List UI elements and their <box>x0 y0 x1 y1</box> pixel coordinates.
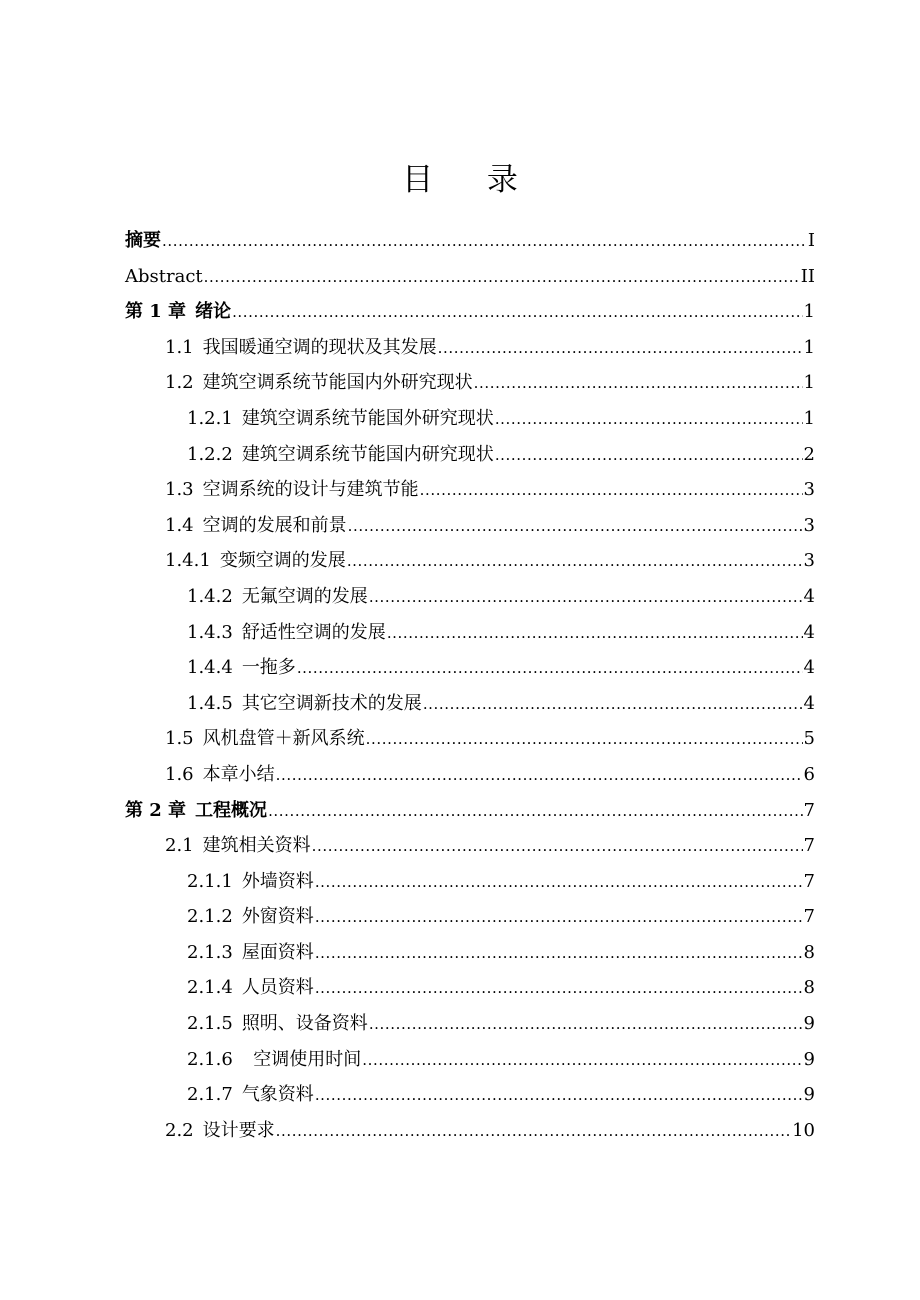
toc-entry-number: 第 2 章 <box>125 799 187 821</box>
toc-entry[interactable] <box>125 1006 815 1042</box>
toc-entry-title <box>125 259 203 295</box>
toc-page-number: 1 <box>803 372 815 394</box>
toc-page-number: 7 <box>803 870 815 892</box>
toc-dot-leader <box>369 1007 803 1043</box>
toc-dot-leader <box>423 687 803 723</box>
toc-entry-label: 建筑相关资料 <box>202 835 311 857</box>
toc-entry-title <box>165 828 311 864</box>
toc-entry-number: 1.4.4 <box>187 657 233 679</box>
toc-page-number: 5 <box>803 728 815 750</box>
toc-entry-label: 外窗资料 <box>241 906 314 928</box>
toc-dot-leader <box>315 1078 803 1114</box>
toc-entry-number: 2.1.3 <box>187 941 233 963</box>
toc-entry[interactable] <box>125 294 815 330</box>
toc-dot-leader <box>312 829 803 865</box>
toc-entry-title <box>165 365 473 401</box>
toc-entry-number: 2.1.2 <box>187 906 233 928</box>
toc-dot-leader <box>369 580 803 616</box>
toc-entry-title <box>165 1113 275 1149</box>
toc-entry-title <box>187 615 386 651</box>
toc-dot-leader <box>495 438 803 474</box>
toc-dot-leader <box>362 1043 802 1079</box>
toc-entry-label: 绪论 <box>195 301 232 323</box>
toc-entry-number: 1.4.1 <box>165 550 211 572</box>
toc-entry-label: 建筑空调系统节能国内外研究现状 <box>202 372 473 394</box>
toc-entry[interactable] <box>125 437 815 473</box>
toc-entry-number: 2.1.4 <box>187 977 233 999</box>
toc-entry-label: 一拖多 <box>241 657 296 679</box>
toc-entry-title <box>187 437 494 473</box>
toc-entry[interactable] <box>125 793 815 829</box>
toc-entry-title <box>187 899 314 935</box>
toc-entry-title <box>187 579 368 615</box>
toc-entry[interactable] <box>125 330 815 366</box>
toc-page-number: I <box>807 230 815 251</box>
toc-entry-title <box>187 970 314 1006</box>
toc-page-number: 6 <box>803 763 815 785</box>
toc-entry-number: 1.2.2 <box>187 443 233 465</box>
toc-entry[interactable] <box>125 686 815 722</box>
toc-list <box>125 223 815 1148</box>
toc-entry[interactable] <box>125 970 815 1006</box>
toc-page-number: 3 <box>803 479 815 501</box>
toc-page-number: 1 <box>803 301 815 323</box>
toc-dot-leader <box>232 295 802 331</box>
toc-page-number: 2 <box>803 443 815 465</box>
toc-entry-label: 照明、设备资料 <box>241 1013 368 1035</box>
toc-entry-label: 舒适性空调的发展 <box>241 621 386 643</box>
toc-entry[interactable] <box>125 721 815 757</box>
toc-page-number: 9 <box>803 1048 815 1070</box>
toc-entry-number: 1.3 <box>165 479 194 501</box>
toc-entry-title <box>165 472 419 508</box>
toc-entry-title <box>187 686 422 722</box>
toc-entry-number: 2.1 <box>165 835 194 857</box>
toc-dot-leader <box>276 758 803 794</box>
toc-page-number: 8 <box>803 977 815 999</box>
toc-entry-number: 1.4.5 <box>187 692 233 714</box>
toc-entry[interactable] <box>125 472 815 508</box>
toc-entry-number: 1.4 <box>165 514 194 536</box>
toc-dot-leader <box>162 224 807 260</box>
toc-entry-label: 人员资料 <box>241 977 314 999</box>
toc-entry-title <box>187 1042 361 1078</box>
toc-page-number: 9 <box>803 1084 815 1106</box>
toc-entry-label: 空调使用时间 <box>241 1048 362 1070</box>
toc-dot-leader <box>420 473 803 509</box>
toc-entry-number: 2.1.5 <box>187 1013 233 1035</box>
toc-page-number: 4 <box>803 621 815 643</box>
toc-entry-number: 2.1.7 <box>187 1084 233 1106</box>
toc-entry-label: 摘要 <box>125 230 161 251</box>
toc-entry-number: 1.4.2 <box>187 585 233 607</box>
toc-entry-label: Abstract <box>125 265 203 287</box>
toc-dot-leader <box>315 936 803 972</box>
toc-entry-title <box>165 508 347 544</box>
toc-entry-label: 工程概况 <box>195 799 268 821</box>
toc-entry-number: 1.6 <box>165 763 194 785</box>
toc-dot-leader <box>297 651 803 687</box>
toc-page-number: 7 <box>803 799 815 821</box>
toc-entry-label: 气象资料 <box>241 1084 314 1106</box>
toc-entry[interactable] <box>125 259 815 295</box>
toc-entry-title <box>125 294 231 330</box>
toc-entry-label: 我国暖通空调的现状及其发展 <box>202 336 437 358</box>
toc-entry-label: 设计要求 <box>202 1119 275 1141</box>
toc-page-number: II <box>800 265 815 287</box>
toc-entry-number: 1.2.1 <box>187 407 233 429</box>
toc-entry-title <box>165 721 365 757</box>
toc-entry-label: 屋面资料 <box>241 941 314 963</box>
toc-dot-leader <box>315 971 803 1007</box>
toc-entry[interactable] <box>125 365 815 401</box>
toc-dot-leader <box>268 794 802 830</box>
toc-entry[interactable] <box>125 401 815 437</box>
toc-page-number: 7 <box>803 835 815 857</box>
toc-entry[interactable] <box>125 899 815 935</box>
toc-dot-leader <box>204 260 800 296</box>
toc-entry-number: 2.2 <box>165 1119 194 1141</box>
toc-dot-leader <box>315 865 803 901</box>
toc-entry-label: 建筑空调系统节能国外研究现状 <box>241 407 494 429</box>
toc-entry[interactable] <box>125 935 815 971</box>
toc-dot-leader <box>495 402 803 438</box>
toc-page-number: 7 <box>803 906 815 928</box>
toc-entry[interactable] <box>125 757 815 793</box>
toc-page-number: 1 <box>803 336 815 358</box>
toc-entry[interactable] <box>125 1077 815 1113</box>
toc-entry[interactable] <box>125 1113 815 1149</box>
toc-entry-label: 变频空调的发展 <box>219 550 346 572</box>
toc-entry[interactable] <box>125 828 815 864</box>
toc-entry-label: 空调的发展和前景 <box>202 514 347 536</box>
toc-entry-number: 第 1 章 <box>125 301 187 323</box>
toc-entry-label: 风机盘管＋新风系统 <box>202 728 365 750</box>
toc-entry-number: 2.1.1 <box>187 870 233 892</box>
toc-entry-title <box>187 864 314 900</box>
toc-entry-number: 1.5 <box>165 728 194 750</box>
toc-entry[interactable] <box>125 864 815 900</box>
toc-entry-label: 空调系统的设计与建筑节能 <box>202 479 419 501</box>
toc-entry[interactable] <box>125 579 815 615</box>
toc-entry-title <box>187 650 296 686</box>
toc-dot-leader <box>366 722 803 758</box>
toc-page-number: 10 <box>792 1119 815 1141</box>
toc-entry-label: 无氟空调的发展 <box>241 585 368 607</box>
toc-page-number: 3 <box>803 550 815 572</box>
toc-entry-number: 1.4.3 <box>187 621 233 643</box>
toc-entry-number: 2.1.6 <box>187 1048 233 1070</box>
toc-entry[interactable] <box>125 1042 815 1078</box>
toc-page-number: 8 <box>803 941 815 963</box>
toc-dot-leader <box>438 331 803 367</box>
toc-entry-title <box>187 401 494 437</box>
toc-entry-number: 1.2 <box>165 372 194 394</box>
toc-entry-title <box>125 223 161 259</box>
toc-dot-leader <box>315 900 803 936</box>
toc-page-number: 3 <box>803 514 815 536</box>
toc-entry[interactable] <box>125 615 815 651</box>
toc-page-number: 4 <box>803 692 815 714</box>
toc-entry[interactable] <box>125 508 815 544</box>
toc-page-number: 1 <box>803 407 815 429</box>
toc-dot-leader <box>276 1114 791 1150</box>
toc-entry-number: 1.1 <box>165 336 194 358</box>
toc-entry-title <box>165 543 346 579</box>
toc-entry-title <box>187 935 314 971</box>
toc-entry-label: 建筑空调系统节能国内研究现状 <box>241 443 494 465</box>
toc-page-number: 9 <box>803 1013 815 1035</box>
toc-dot-leader <box>347 544 803 580</box>
toc-entry-title <box>187 1006 368 1042</box>
toc-dot-leader <box>387 616 803 652</box>
toc-entry[interactable] <box>125 650 815 686</box>
toc-entry-title <box>165 330 437 366</box>
toc-entry[interactable] <box>125 223 815 259</box>
toc-title: 目 录 <box>402 162 540 198</box>
toc-entry-title <box>165 757 275 793</box>
toc-entry-title <box>187 1077 314 1113</box>
toc-dot-leader <box>474 366 803 402</box>
toc-entry[interactable] <box>125 543 815 579</box>
toc-entry-title <box>125 793 267 829</box>
toc-page-number: 4 <box>803 657 815 679</box>
toc-dot-leader <box>348 509 803 545</box>
toc-entry-label: 本章小结 <box>202 763 275 785</box>
toc-entry-label: 其它空调新技术的发展 <box>241 692 422 714</box>
toc-entry-label: 外墙资料 <box>241 870 314 892</box>
toc-page-number: 4 <box>803 585 815 607</box>
